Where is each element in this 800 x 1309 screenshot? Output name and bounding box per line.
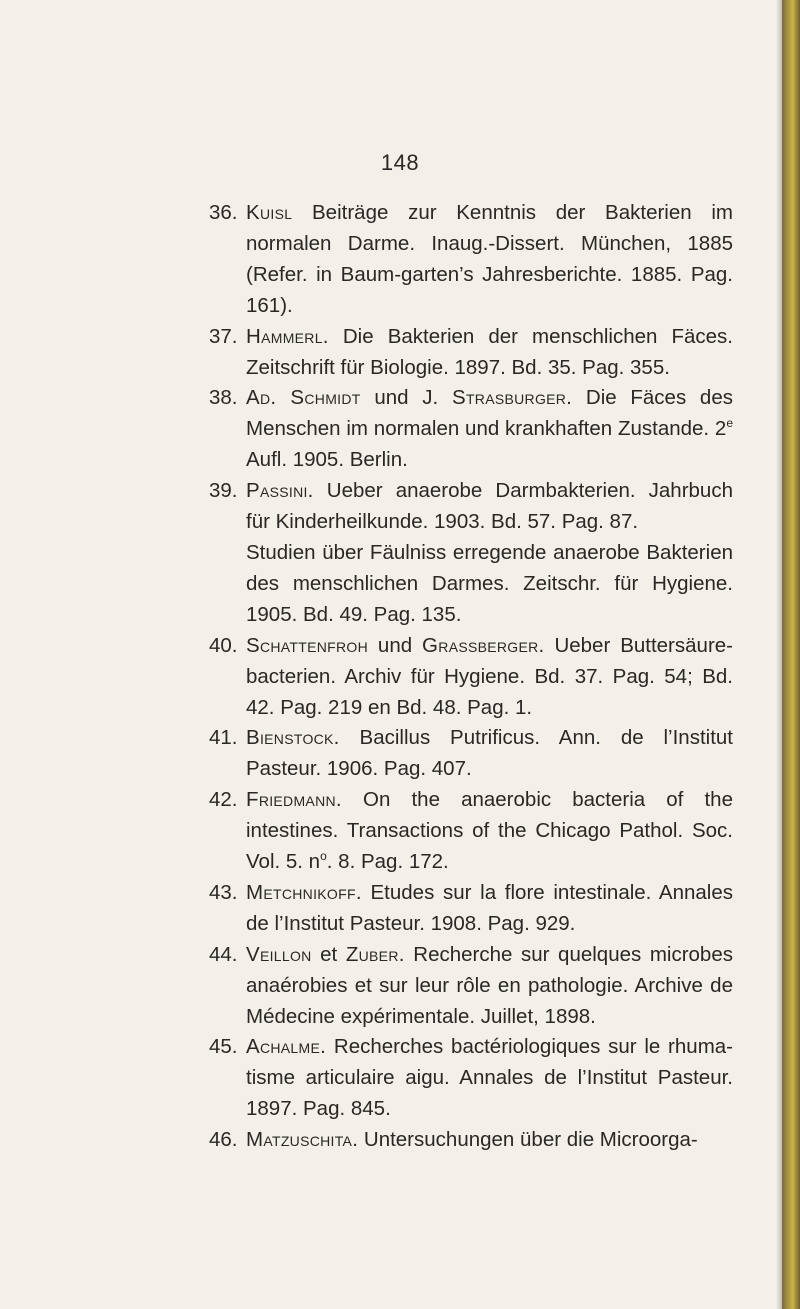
entry-author-secondary: Strasburger. <box>451 386 573 410</box>
book-page-edge <box>782 0 800 1309</box>
entry-citation: . 8. Pag. 172. <box>326 850 449 874</box>
bibliography-entry-37 <box>209 322 733 384</box>
entry-text <box>246 198 733 322</box>
entry-author: Schattenfroh <box>246 633 369 657</box>
entry-number: 46. <box>209 1128 238 1152</box>
page-number: 148 <box>380 150 420 175</box>
bibliography-entry-38 <box>209 383 733 476</box>
entry-paragraph: Studien über Fäulniss erregende anaerobe Bakterien des menschlichen Darmes. Zeitschr. für Hygiene. 1905. Bd. 49. Pag. 135. <box>246 540 733 626</box>
entry-citation: Aufl. 1905. Berlin. <box>246 448 408 472</box>
entry-author: Kuisl <box>246 201 293 224</box>
entry-number: 39. <box>209 479 238 503</box>
edition-superscript: e <box>726 416 733 431</box>
entry-number: 36. <box>209 201 238 224</box>
entry-number: 42. <box>209 788 238 812</box>
entry-citation: Untersuchungen über die Microorga- <box>358 1128 698 1152</box>
entry-text <box>246 878 733 940</box>
entry-citation: und <box>368 633 423 657</box>
entry-citation: und J. <box>360 386 452 410</box>
bibliography-entry-36 <box>209 198 733 322</box>
entry-number: 43. <box>209 880 238 904</box>
bibliography-entry-39 <box>209 476 733 631</box>
entry-author: Ad. Schmidt <box>246 386 361 410</box>
entry-number: 45. <box>209 1035 238 1059</box>
entry-author: Metchnikoff. <box>246 880 362 904</box>
number-superscript: o <box>320 849 327 864</box>
entry-author: Matzuschita. <box>246 1128 359 1152</box>
bibliography-entry-46 <box>209 1125 733 1156</box>
bibliography-entry-42 <box>209 785 733 878</box>
entry-author: Bienstock. <box>246 726 340 750</box>
entry-citation: Recherche sur quelques microbes anaérobies et sur leur rôle en pathologie. Archive de Médecine expérimentale. Juillet, 1898. <box>246 942 733 1028</box>
entry-number: 38. <box>209 386 238 410</box>
entry-author: Passini. <box>246 479 314 503</box>
entry-text <box>246 723 733 785</box>
bibliography-entry-44 <box>209 940 733 1033</box>
entry-number: 44. <box>209 942 238 966</box>
entry-author-secondary: Zuber. <box>345 942 405 966</box>
entry-citation: Recherches bactériologiques sur le rhuma-tisme articulaire aigu. Annales de l’Institut Pasteur. 1897. Pag. 845. <box>246 1035 733 1121</box>
entry-author: Hammerl. <box>246 324 329 348</box>
entry-text <box>246 476 733 631</box>
entry-citation: On the anaerobic bacteria of the intestines. Transactions of the Chicago Pathol. Soc. Vol. 5. n <box>246 788 733 874</box>
entry-citation: Ueber Buttersäure-bacterien. Archiv für Hygiene. Bd. 37. Pag. 54; Bd. 42. Pag. 219 en Bd. 48. Pag. 1. <box>246 633 733 719</box>
entry-text <box>246 383 733 476</box>
entry-citation: Bacillus Putrificus. Ann. de l’Institut Pasteur. 1906. Pag. 407. <box>246 726 733 781</box>
bibliography-entry-43 <box>209 878 733 940</box>
entry-citation: Die Fäces des Menschen im normalen und krankhaften Zustande. 2 <box>246 386 733 441</box>
entry-number: 37. <box>209 324 238 348</box>
entry-author: Veillon <box>246 942 312 966</box>
bibliography-list <box>209 198 733 1156</box>
entry-author: Friedmann. <box>246 788 342 812</box>
entry-author: Achalme. <box>246 1035 327 1059</box>
entry-number: 41. <box>209 726 238 750</box>
bibliography-entry-45 <box>209 1032 733 1125</box>
bibliography-entry-41 <box>209 723 733 785</box>
entry-citation: Etudes sur la flore intestinale. Annales de l’Institut Pasteur. 1908. Pag. 929. <box>246 880 733 935</box>
entry-text <box>246 631 733 724</box>
entry-text <box>246 1125 733 1156</box>
entry-text <box>246 785 733 878</box>
entry-citation: Die Bakterien der menschlichen Fäces. Zeitschrift für Biologie. 1897. Bd. 35. Pag. 355. <box>246 324 733 379</box>
entry-citation: Ueber anaerobe Darmbakterien. Jahrbuch für Kinderheilkunde. 1903. Bd. 57. Pag. 87. <box>246 479 733 534</box>
entry-text <box>246 1032 733 1125</box>
entry-citation: et <box>311 942 346 966</box>
entry-text <box>246 940 733 1033</box>
entry-paragraph <box>246 476 733 538</box>
entry-text <box>246 322 733 384</box>
entry-number: 40. <box>209 633 238 657</box>
entry-citation: Beiträge zur Kenntnis der Bakterien im normalen Darme. Inaug.-Dissert. München, 1885 (Refer. in Baum-garten’s Jahresberichte. 1885. Pag. 161). <box>246 201 733 317</box>
bibliography-entry-40 <box>209 631 733 724</box>
entry-author-secondary: Grassberger. <box>422 633 545 657</box>
